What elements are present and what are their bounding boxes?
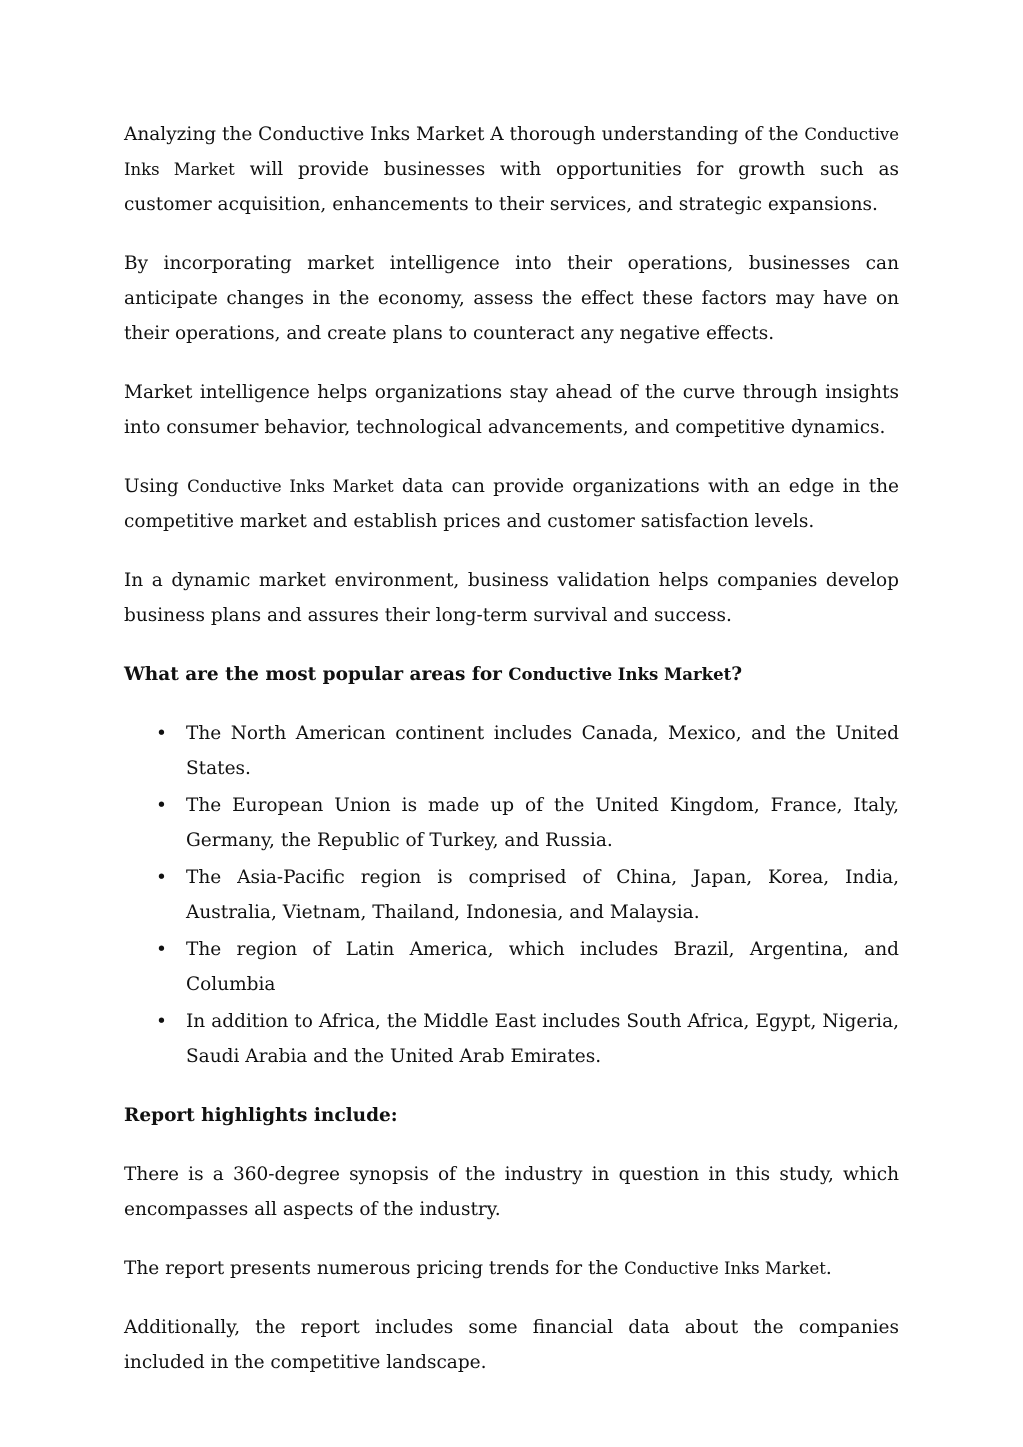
data-usage-text-end: data can provide organizations with an edge in the competitive market and establish prices and customer satisfaction levels. <box>124 476 900 532</box>
intro-text-start: Analyzing the Conductive Inks Market A thorough understanding of the <box>124 124 805 145</box>
regions-list <box>124 716 899 1074</box>
market-name: Conductive Inks Market <box>624 1259 826 1278</box>
document-page <box>124 117 899 1404</box>
pricing-paragraph <box>124 1251 899 1286</box>
intro-paragraph <box>124 117 899 222</box>
data-usage-paragraph <box>124 469 899 539</box>
list-item: • The North American continent includes Canada, Mexico, and the United States. <box>186 716 899 786</box>
heading-text-end: ? <box>731 664 743 685</box>
list-item: • The region of Latin America, which includes Brazil, Argentina, and Columbia <box>186 932 899 1002</box>
market-name: Conductive Inks Market <box>124 125 899 179</box>
curve-paragraph: Market intelligence helps organizations stay ahead of the curve through insights into consumer behavior, technological advancements, and competitive dynamics. <box>124 382 899 438</box>
list-item: • In addition to Africa, the Middle East includes South Africa, Egypt, Nigeria, Saudi Arabia and the United Arab Emirates. <box>186 1004 899 1074</box>
financial-paragraph: Additionally, the report includes some financial data about the companies included in the competitive landscape. <box>124 1317 899 1373</box>
data-usage-text-start: Using <box>124 476 188 497</box>
pricing-text-end: . <box>825 1258 832 1279</box>
list-item: • The European Union is made up of the United Kingdom, France, Italy, Germany, the Republic of Turkey, and Russia. <box>186 788 899 858</box>
synopsis-paragraph: There is a 360-degree synopsis of the industry in question in this study, which encompasses all aspects of the industry. <box>124 1164 899 1220</box>
heading-text-start: What are the most popular areas for <box>124 664 509 685</box>
market-name: Conductive Inks Market <box>187 477 394 496</box>
market-name: Conductive Inks Market <box>508 665 732 684</box>
pricing-text-start: The report presents numerous pricing trends for the <box>124 1258 625 1279</box>
popular-areas-heading <box>124 657 899 692</box>
list-item: • The Asia-Pacific region is comprised of China, Japan, Korea, India, Australia, Vietnam, Thailand, Indonesia, and Malaysia. <box>186 860 899 930</box>
validation-paragraph: In a dynamic market environment, business validation helps companies develop business plans and assures their long-term survival and success. <box>124 570 899 626</box>
market-intelligence-paragraph: By incorporating market intelligence into their operations, businesses can anticipate changes in the economy, assess the effect these factors may have on their operations, and create plans to counteract any negative effects. <box>124 253 899 344</box>
intro-text-end: will provide businesses with opportunities for growth such as customer acquisition, enhancements to their services, and strategic expansions. <box>124 159 899 215</box>
report-highlights-heading: Report highlights include: <box>124 1105 398 1126</box>
